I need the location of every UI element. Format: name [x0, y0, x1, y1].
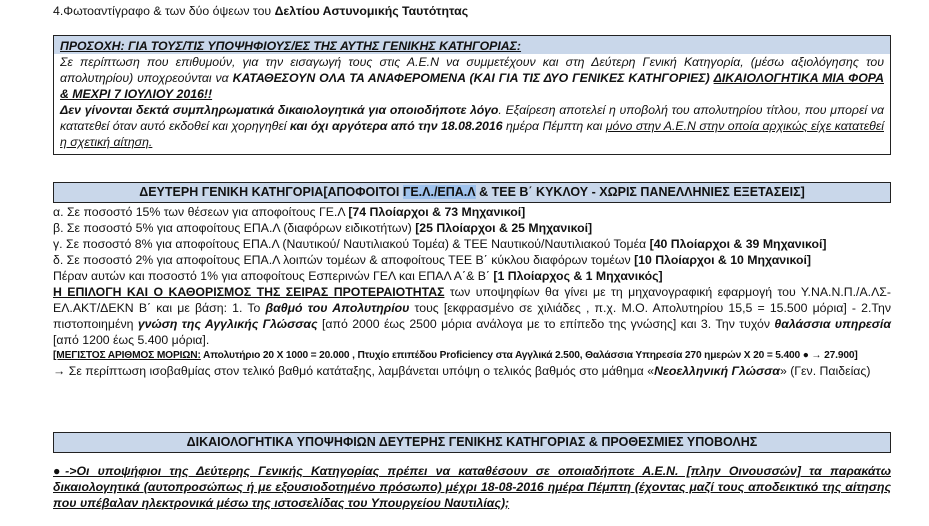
tie-break-subject: Νεοελληνική Γλώσσα	[654, 364, 780, 378]
quota-item-d	[53, 252, 891, 268]
quota-item-a	[53, 204, 891, 220]
notice-p1-deadline: ΔΙΚΑΙΟΛΟΓΗΤΙΚΑ ΜΙΑ ΦΟΡΑ & ΜΕΧΡΙ 7 ΙΟΥΛΙΟΥ 2016!!	[60, 71, 884, 101]
section-2-header-pre: ΔΕΥΤΕΡΗ ΓΕΝΙΚΗ ΚΑΤΗΓΟΡΙΑ[ΑΠΟΦΟΙΤΟΙ	[139, 185, 403, 199]
quota-item-evening-seats: [1 Πλοίαρχος & 1 Μηχανικός]	[493, 269, 663, 283]
quota-item-d-text: δ. Σε ποσοστό 2% για αποφοίτους ΕΠΑ.Λ λοιπών τομέων & αποφοίτους ΤΕΕ Β΄ κύκλου διαφόρων τομέων	[53, 253, 635, 267]
max-points-text: Απολυτήριο 20 Χ 1000 = 20.000 , Πτυχίο επιπέδου Proficiency στα Αγγλικά 2.500, Θαλάσσια Υπηρεσία 270 ημερών Χ 20 = 5.400 ● → 27.900]	[200, 350, 858, 361]
max-points-label: [ΜΕΓΙΣΤΟΣ ΑΡΙΘΜΟΣ ΜΟΡΙΩΝ:	[53, 350, 201, 361]
tie-break-text: → Σε περίπτωση ισοβαθμίας στον τελικό βαθμό κατάταξης, λαμβάνεται υπόψη ο τελικός βαθμός στο μάθημα «	[53, 364, 655, 378]
document-item-4	[53, 3, 468, 19]
quota-item-b-seats: [25 Πλοίαρχοι & 25 Μηχανικοί]	[415, 221, 593, 235]
quota-item-a-text: α. Σε ποσοστό 15% των θέσεων για αποφοίτους ΓΕ.Λ	[53, 205, 349, 219]
selection-text-1: των υποψηφίων θα γίνει με τη μηχανογραφική εφαρμογή του Υ.ΝΑ.Ν.Π./Α.ΛΣ-ΕΛ.ΑΚΤ/ΔΕΚΝ Β΄ και με βάση: 1. Το	[53, 285, 892, 315]
notice-paragraph-2	[60, 102, 884, 150]
notice-p1-text: Σε περίπτωση που επιθυμούν, για την εισαγωγή τους στις Α.Ε.Ν να συμμετέχουν και στη Δεύτερη Γενική Κατηγορία, (μέσω αξιολόγησης του απολυτηρίου) υποχρεούνται να	[60, 55, 884, 85]
notice-heading: ΠΡΟΣΟΧΗ: ΓΙΑ ΤΟΥΣ/ΤΙΣ ΥΠΟΨΗΦΙΟΥΣ/ΕΣ ΤΗΣ ΑΥΤΗΣ ΓΕΝΙΚΗΣ ΚΑΤΗΓΟΡΙΑΣ:	[54, 36, 890, 54]
quota-item-c-seats: [40 Πλοίαρχοι & 39 Μηχανικοί]	[649, 237, 827, 251]
section-2-header	[53, 182, 891, 203]
quota-item-evening-text: Πέραν αυτών και ποσοστό 1% για αποφοίτους Εσπερινών ΓΕΛ και ΕΠΑΛ Α΄& Β΄	[53, 269, 494, 283]
selection-text-2: τους [εκφρασμένο σε χιλιάδες , π.χ. Μ.Ο. Απολυτηρίου 15,5 = 15.500 μόρια] - 2.Την πιστοποιημένη	[53, 301, 892, 331]
selection-text-4: [από 1200 έως 5.400 μόρια].	[53, 333, 210, 347]
quota-item-d-seats: [10 Πλοίαρχοι & 10 Μηχανικοί]	[634, 253, 811, 267]
selection-criteria	[53, 284, 891, 348]
section-2-header-post: & ΤΕΕ Β΄ ΚΥΚΛΟΥ - ΧΩΡΙΣ ΠΑΝΕΛΛΗΝΙΕΣ ΕΞΕΤΑΣΕΙΣ]	[475, 185, 805, 199]
section-3-header	[53, 432, 891, 453]
selection-english: γνώση της Αγγλικής Γλώσσας	[137, 317, 318, 331]
quota-item-a-seats: [74 Πλοίαρχοι & 73 Μηχανικοί]	[348, 205, 526, 219]
item-4-text: 4.Φωτοαντίγραφο & των δύο όψεων του	[53, 4, 275, 18]
quota-item-b-text: β. Σε ποσοστό 5% για αποφοίτους ΕΠΑ.Λ (διαφόρων ειδικοτήτων)	[53, 221, 416, 235]
section-3-paragraph: ●->Οι υποψήφιοι της Δεύτερης Γενικής Κατηγορίας πρέπει να καταθέσουν σε οποιαδήποτε Α.Ε.Ν. [πλην Οινουσσών] τα παρακάτω δικαιολογητικά (αυτοπροσώπως ή με εξουσιοδοτημένο πρόσωπο) μέχρι 18-08-2016 ημέρα Πέμπτη (έχοντας μαζί τους αποδεικτικό της αίτησης που υπέβαλαν ηλεκτρονικά μέσω της ιστοσελίδας του Υπουργείου Ναυτιλίας);	[53, 464, 891, 510]
selection-diploma-grade: βαθμό του Απολυτηρίου	[265, 301, 410, 315]
quota-item-evening	[53, 268, 891, 284]
tie-break-rule	[53, 363, 891, 379]
selection-criteria-title: Η ΕΠΙΛΟΓΗ ΚΑΙ Ο ΚΑΘΟΡΙΣΜΟΣ ΤΗΣ ΣΕΙΡΑΣ ΠΡΟΤΕΡΑΙΟΤΗΤΑΣ	[53, 285, 445, 299]
section-3-body	[53, 463, 891, 511]
quota-item-b	[53, 220, 891, 236]
section-2-body	[53, 204, 891, 379]
max-points-line	[53, 348, 891, 363]
selection-text-3: [από 2000 έως 2500 μόρια ανάλογα με το επίπεδο της γνώσης] και 3. Την τυχόν	[317, 317, 775, 331]
attention-notice-box	[53, 35, 891, 155]
quota-item-c-text: γ. Σε ποσοστό 8% για αποφοίτους ΕΠΑ.Λ (Ναυτικού/ Ναυτιλιακού Τομέα) & ΤΕΕ Ναυτικού/Ναυτιλιακού Τομέα	[53, 237, 650, 251]
section-3-header-text: ΔΙΚΑΙΟΛΟΓΗΤΙΚΑ ΥΠΟΨΗΦΙΩΝ ΔΕΥΤΕΡΗΣ ΓΕΝΙΚΗΣ ΚΑΤΗΓΟΡΙΑΣ & ΠΡΟΘΕΣΜΙΕΣ ΥΠΟΒΟΛΗΣ	[186, 435, 758, 449]
notice-body	[54, 54, 890, 150]
item-4-bold: Δελτίου Αστυνομικής Ταυτότητας	[274, 4, 469, 18]
notice-p2-text: . Εξαίρεση αποτελεί η υποβολή του απολυτηρίου τίτλου, που μπορεί να κατατεθεί όταν αυτό εκδοθεί και χορηγηθεί	[60, 103, 884, 133]
notice-p1-bold: ΚΑΤΑΘΕΣΟΥΝ ΟΛΑ ΤΑ ΑΝΑΦΕΡΟΜΕΝΑ (ΚΑΙ ΓΙΑ ΤΙΣ ΔΥΟ ΓΕΝΙΚΕΣ ΚΑΤΗΓΟΡΙΕΣ)	[232, 71, 710, 85]
notice-p2-underlined: μόνο στην Α.Ε.Ν στην οποία αρχικώς είχε κατατεθεί η σχετική αίτηση.	[60, 119, 884, 149]
tie-break-text-2: » (Γεν. Παιδείας)	[779, 364, 871, 378]
section-2-header-highlight: ΓΕ.Λ./ΕΠΑ.Λ	[402, 185, 476, 199]
notice-p2-text2: ημέρα Πέμπτη και	[502, 119, 606, 133]
selection-sea-service: θαλάσσια υπηρεσία	[774, 317, 891, 331]
notice-p2-date: και όχι αργότερα από την 18.08.2016	[289, 119, 503, 133]
notice-paragraph-1	[60, 54, 884, 102]
quota-item-c	[53, 236, 891, 252]
notice-p2-bold: Δεν γίνονται δεκτά συμπληρωματικά δικαιολογητικά για οποιοδήποτε λόγο	[60, 103, 499, 117]
